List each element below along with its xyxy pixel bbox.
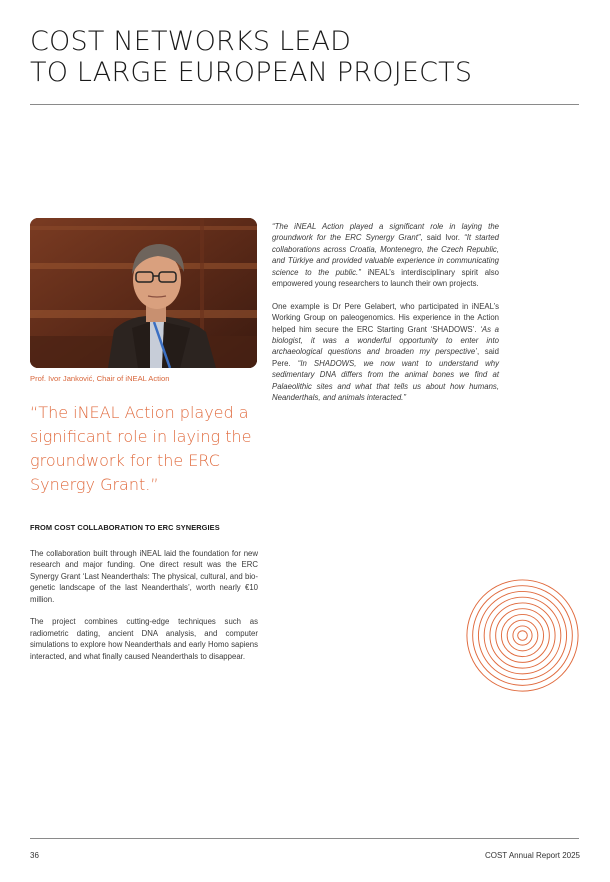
photo-caption: Prof. Ivor Janković, Chair of iNEAL Action <box>30 374 170 383</box>
right-paragraph-1 <box>272 221 499 289</box>
page-title-line-1: COST NETWORKS LEAD <box>30 26 352 57</box>
left-paragraph-2: The project combines cutting-edge techniques such as radiometric dating, ancient DNA analysis, and computer simulations to explore how Neanderthals and early Homo sapiens interacted, and what finally caused Neanderthals to disappear. <box>30 617 258 661</box>
page-title <box>30 26 590 88</box>
page-title-line-2: TO LARGE EUROPEAN PROJECTS <box>30 57 473 88</box>
right-column-body <box>272 221 499 415</box>
right-p1-text-2: iNEAL’s interdisciplinary spirit also empowered young researchers to launch their own projects. <box>272 267 499 289</box>
right-p2-text-2: , said Pere. <box>272 347 499 368</box>
right-p1-quote-1: “The iNEAL Action played a significant role in laying the groundwork for the ERC Synergy Grant” <box>272 222 499 243</box>
right-p2-quote-1: ‘As a biologist, it was a wonderful opportunity to enter into archaeological questions and broaden my perspective’ <box>272 324 499 357</box>
left-column-body <box>30 548 258 673</box>
right-p1-quote-2: “It started collaborations across Croatia, Montenegro, the Czech Republic, and Türkiye and provided valuable experience in communicating science to the public.” <box>272 233 500 277</box>
right-p2-quote-2: “In SHADOWS, we now want to understand why sedimentary DNA differs from the animal bones we find at Palaeolithic sites and what that tells us about how humans, Neanderthals, and animals interacted.” <box>272 358 499 403</box>
section-subheading: FROM COST COLLABORATION TO ERC SYNERGIES <box>30 523 220 532</box>
pull-quote: “The iNEAL Action played a significant role in laying the groundwork for the ERC Synergy Grant.” <box>30 403 252 494</box>
page-number: 36 <box>30 851 39 860</box>
footer-report-title: COST Annual Report 2025 <box>484 851 580 860</box>
concentric-circles-icon <box>465 578 580 693</box>
right-p2-text-1: One example is Dr Pere Gelabert, who participated in iNEAL’s Working Group on paleogenomics. His experience in the Action helped him secure the ERC Starting Grant ‘SHADOWS’. <box>272 301 499 334</box>
header-divider <box>30 104 579 105</box>
footer-divider <box>30 838 579 839</box>
left-paragraph-1: The collaboration built through iNEAL laid the foundation for new research and major funding. One direct result was the ERC Synergy Grant ‘Last Neanderthals: The physical, cultural, and bio-genetic landscape of the last Neanderthals’, worth nearly €10 million. <box>30 549 258 604</box>
portrait-photo <box>30 218 257 368</box>
right-paragraph-2 <box>272 301 499 404</box>
right-p1-text-1: , said Ivor. <box>420 233 465 243</box>
portrait-illustration <box>30 218 257 368</box>
concentric-circles-decoration <box>465 578 580 693</box>
